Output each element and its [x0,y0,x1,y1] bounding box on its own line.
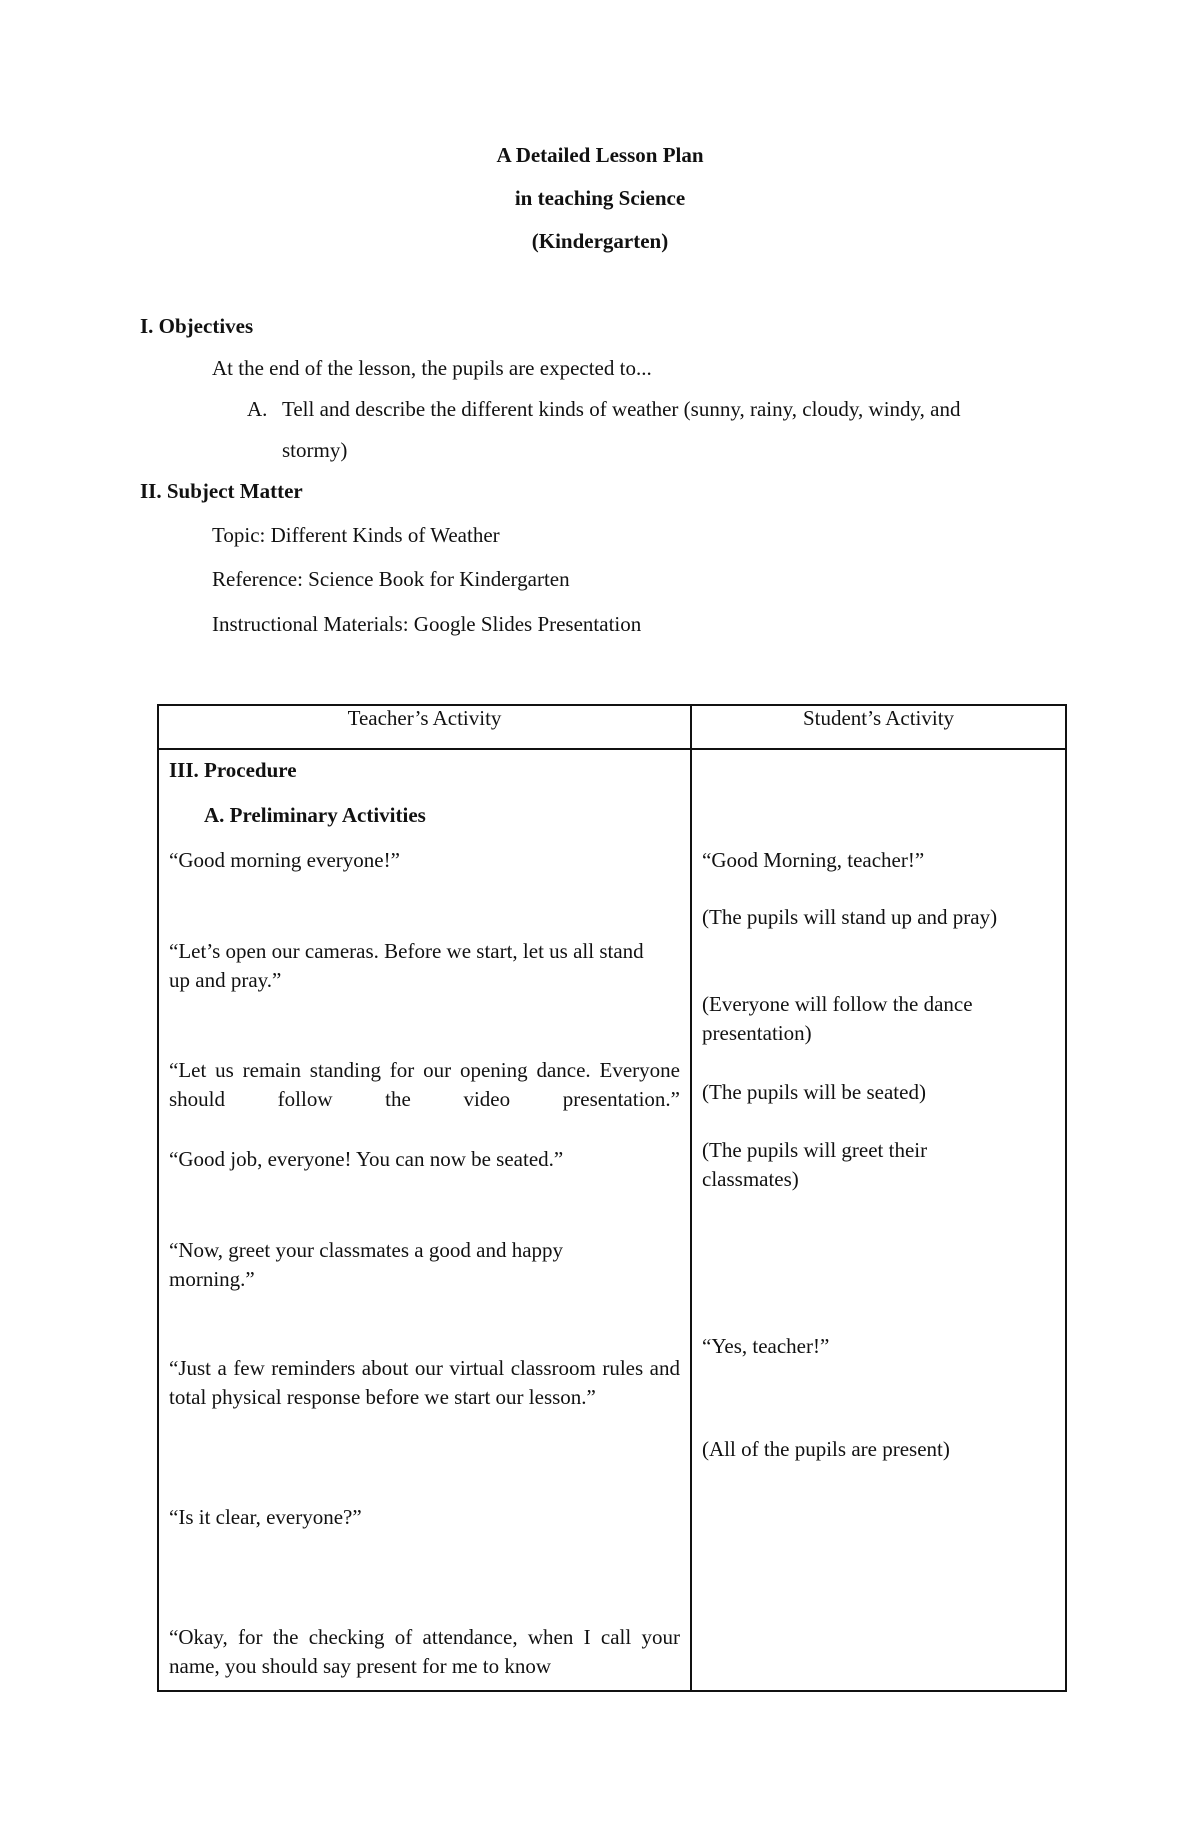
teacher-line: “Is it clear, everyone?” [169,1505,362,1529]
student-line: (All of the pupils are present) [702,1437,950,1461]
student-line: “Good Morning, teacher!” [702,848,925,872]
objective-item-line1: Tell and describe the different kinds of weather (sunny, rainy, cloudy, windy, and [282,397,961,421]
student-line: (The pupils will greet their classmates) [702,1138,928,1191]
teacher-activity-cell [158,749,691,1691]
doc-subtitle: in teaching Science [514,186,686,210]
materials-line: Instructional Materials: Google Slides Presentation [212,612,642,636]
teacher-line: “Let us remain standing for our opening dance. Everyone should follow the video presentation.” [169,1058,680,1111]
student-line: (The pupils will stand up and pray) [702,905,998,929]
objectives-heading: I. Objectives [140,314,254,338]
teacher-line: “Just a few reminders about our virtual classroom rules and total physical response before we start our lesson.” [169,1356,680,1409]
procedure-heading: III. Procedure [169,758,297,782]
objective-marker: A. [247,397,268,421]
teacher-line: “Okay, for the checking of attendance, when I call your name, you should say present for me to know [169,1625,680,1678]
objectives-intro: At the end of the lesson, the pupils are expected to... [212,356,652,380]
reference-line: Reference: Science Book for Kindergarten [212,567,570,591]
subject-matter-heading: II. Subject Matter [140,479,303,503]
student-activity-cell [691,749,1066,1691]
teacher-line: “Now, greet your classmates a good and happy morning.” [169,1238,564,1291]
teacher-line: “Let’s open our cameras. Before we start, let us all stand up and pray.” [169,939,644,992]
topic-line: Topic: Different Kinds of Weather [212,523,500,547]
teacher-line: “Good job, everyone! You can now be seated.” [169,1147,564,1171]
teacher-line: “Good morning everyone!” [169,848,400,872]
student-activity-header: Student’s Activity [691,705,1066,749]
objective-item-line2: stormy) [282,438,348,462]
teacher-activity-header: Teacher’s Activity [158,705,691,749]
activity-table [157,704,1067,1692]
student-line: (The pupils will be seated) [702,1080,926,1104]
doc-title: A Detailed Lesson Plan [496,143,704,167]
doc-grade-level: (Kindergarten) [531,229,669,253]
student-line: “Yes, teacher!” [702,1334,830,1358]
student-line: (Everyone will follow the dance presentation) [702,992,973,1045]
preliminary-activities-heading: A. Preliminary Activities [204,803,426,827]
